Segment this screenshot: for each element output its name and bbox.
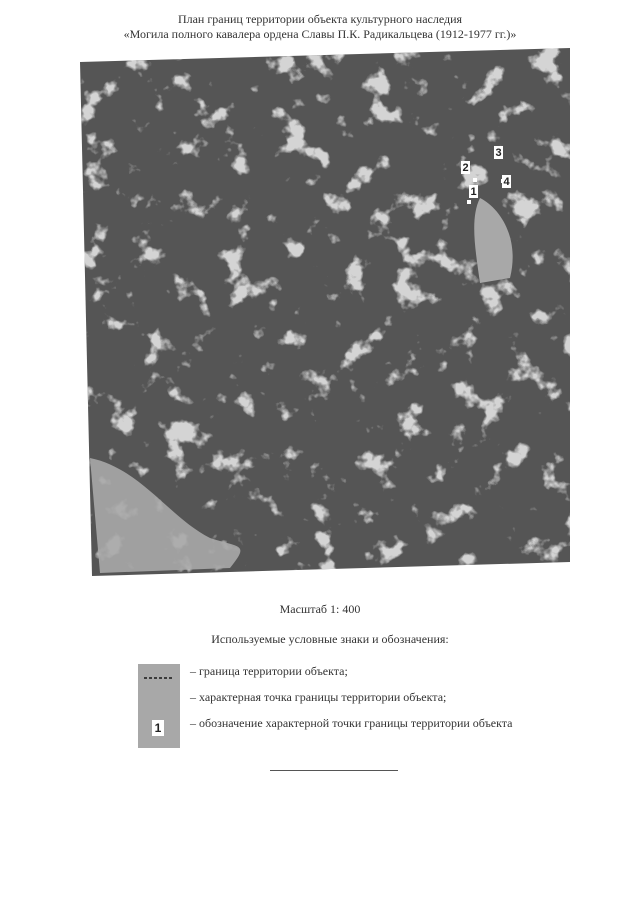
legend-heading: Используемые условные знаки и обозначения: <box>211 632 449 646</box>
point-label-4: 4 <box>503 176 510 188</box>
title-line-1: План границ территории объекта культурного наследия <box>177 12 463 26</box>
legend-item-boundary: – граница территории объекта; <box>190 664 348 678</box>
legend-swatch <box>138 664 180 748</box>
title-line-2: «Могила полного кавалера ордена Славы П.К. Радикальцева (1912-1977 гг.)» <box>123 27 517 41</box>
point-label-3: 3 <box>495 147 502 159</box>
scale-label: Масштаб 1: 400 <box>279 602 361 616</box>
point-label-2: 2 <box>462 162 469 174</box>
point-number-symbol: 1 <box>152 720 164 736</box>
document-title <box>0 12 640 42</box>
legend-item-point-label: – обозначение характерной точки границы территории объекта <box>190 716 513 730</box>
boundary-line-symbol <box>144 677 174 679</box>
signature-line <box>270 770 398 771</box>
boundary-point <box>473 178 477 182</box>
legend-item-point: – характерная точка границы территории объекта; <box>190 690 447 704</box>
aerial-map <box>80 48 570 576</box>
point-label-1: 1 <box>470 186 477 198</box>
boundary-point <box>467 200 471 204</box>
